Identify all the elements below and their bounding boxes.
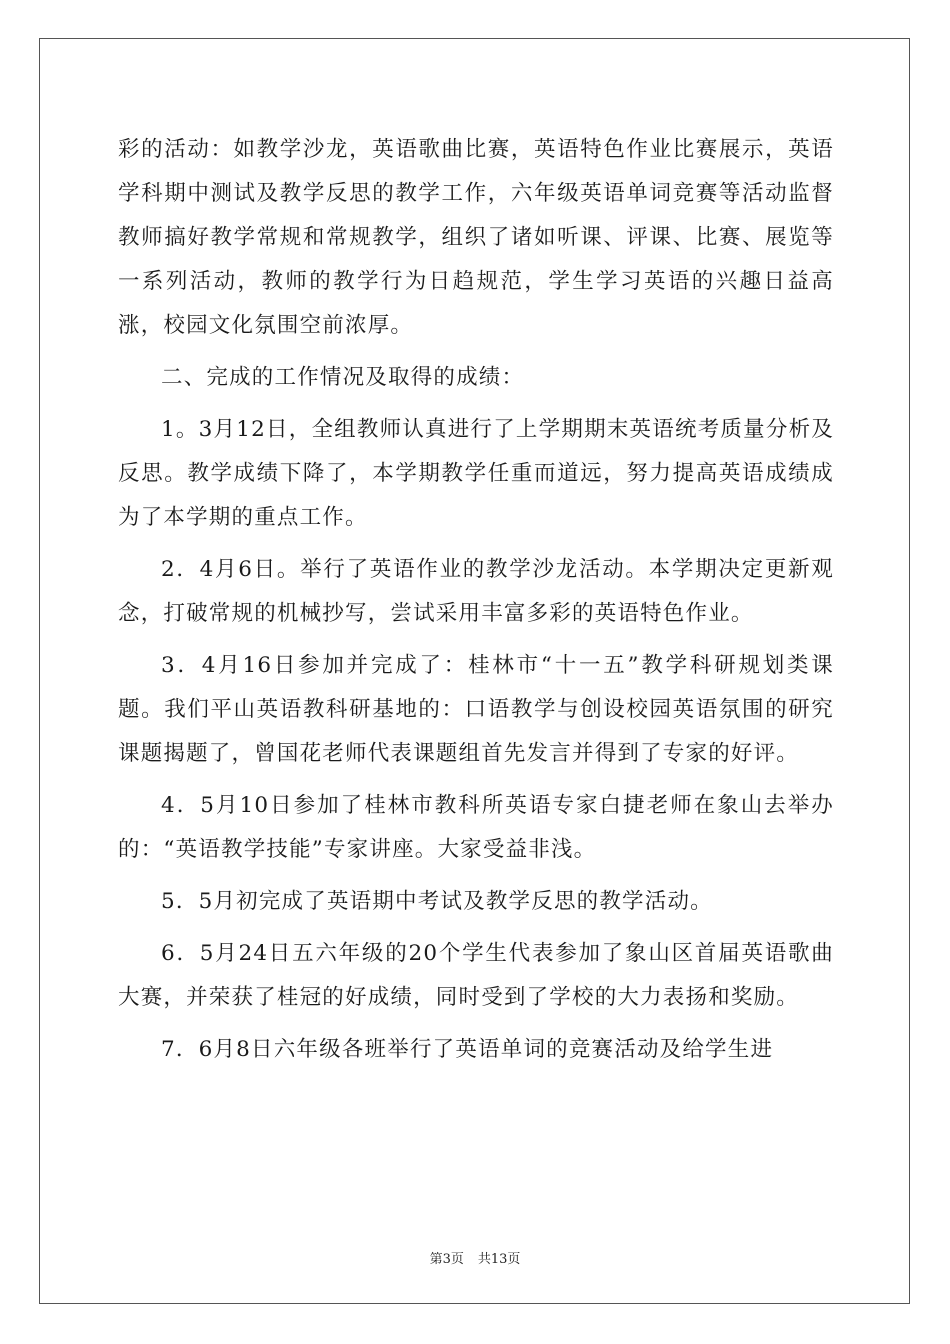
document-body	[118, 128, 834, 1080]
paragraph-6: 4．5月10日参加了桂林市教科所英语专家白捷老师在象山去举办的：“英语教学技能”专家讲座。大家受益非浅。	[118, 793, 834, 862]
paragraph-3: 1。3月12日，全组教师认真进行了上学期期末英语统考质量分析及反思。教学成绩下降了，本学期教学任重而道远，努力提高英语成绩成为了本学期的重点工作。	[118, 417, 834, 530]
page-number: 第3页	[429, 1252, 464, 1267]
paragraph-7: 5．5月初完成了英语期中考试及教学反思的教学活动。	[161, 889, 713, 914]
paragraph-2: 二、完成的工作情况及取得的成绩：	[161, 365, 525, 390]
paragraph-5: 3．4月16日参加并完成了：桂林市“十一五”教学科研规划类课题。我们平山英语教科研基地的：口语教学与创设校园英语氛围的研究课题揭题了，曾国花老师代表课题组首先发言并得到了专家的好评。	[118, 653, 834, 766]
paragraph-9: 7．6月8日六年级各班举行了英语单词的竞赛活动及给学生进	[161, 1037, 774, 1062]
page-footer	[0, 1248, 950, 1267]
paragraph-1: 彩的活动：如教学沙龙，英语歌曲比赛，英语特色作业比赛展示，英语学科期中测试及教学反思的教学工作，六年级英语单词竞赛等活动监督教师搞好教学常规和常规教学，组织了诸如听课、评课、比赛、展览等一系列活动，教师的教学行为日趋规范，学生学习英语的兴趣日益高涨，校园文化氛围空前浓厚。	[118, 137, 834, 338]
page-total: 共13页	[477, 1252, 521, 1267]
paragraph-8: 6．5月24日五六年级的20个学生代表参加了象山区首届英语歌曲大赛，并荣获了桂冠的好成绩，同时受到了学校的大力表扬和奖励。	[118, 941, 834, 1010]
paragraph-4: 2．4月6日。举行了英语作业的教学沙龙活动。本学期决定更新观念，打破常规的机械抄写，尝试采用丰富多彩的英语特色作业。	[118, 557, 834, 626]
